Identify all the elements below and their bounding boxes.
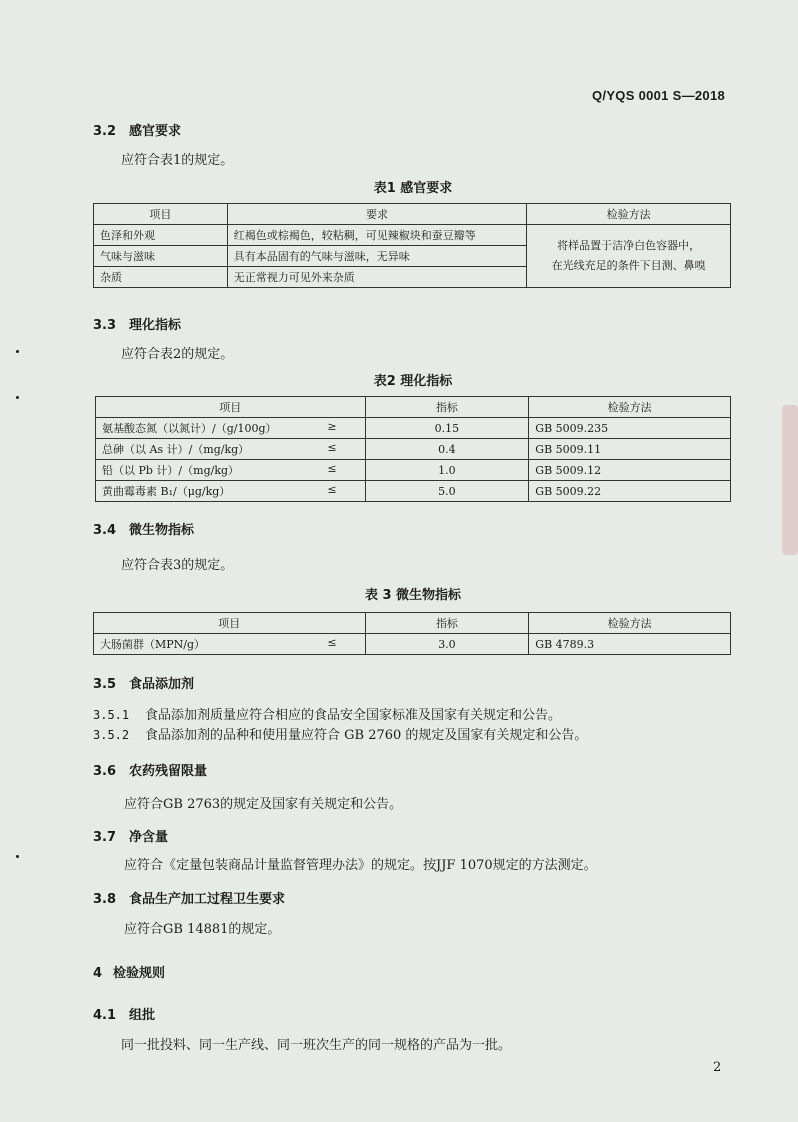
paragraph: 应符合《定量包装商品计量监督管理办法》的规定。按JJF 1070规定的方法测定。	[124, 858, 597, 873]
table-cell: GB 5009.235	[529, 418, 731, 439]
table-cell: GB 5009.11	[529, 439, 731, 460]
section-title: 农药残留限量	[129, 764, 208, 779]
section-title: 理化指标	[129, 318, 182, 333]
table-cell: 1.0	[365, 460, 529, 481]
section-heading-3-4	[93, 519, 194, 538]
section-number: 3.2	[93, 124, 117, 139]
paragraph: 应符合表3的规定。	[121, 558, 234, 573]
clause-3-5-1	[93, 704, 561, 723]
table-cell: GB 5009.12	[529, 460, 731, 481]
section-number: 3.3	[93, 318, 117, 333]
clause-text: 食品添加剂质量应符合相应的食品安全国家标准及国家有关规定和公告。	[145, 708, 562, 723]
comparison-symbol: ≤	[327, 483, 337, 496]
section-number: 4	[93, 966, 103, 981]
table-header-cell: 项目	[96, 397, 366, 418]
paragraph: 同一批投料、同一生产线、同一班次生产的同一规格的产品为一批。	[121, 1038, 512, 1053]
item-label: 大肠菌群（MPN/g）	[100, 638, 206, 651]
table-cell: 气味与滋味	[94, 246, 228, 267]
table-cell	[94, 634, 366, 655]
scan-speck	[16, 855, 19, 858]
clause-number: 3.5.1	[93, 708, 130, 722]
table-sensory	[93, 203, 731, 288]
section-heading-3-3	[93, 314, 181, 333]
section-title: 组批	[129, 1008, 156, 1023]
test-method-line: 在光线充足的条件下目测、鼻嗅	[551, 259, 706, 272]
table-caption: 表1 感官要求	[373, 181, 453, 196]
test-method-cell	[527, 225, 731, 288]
comparison-symbol: ≤	[327, 462, 337, 475]
paragraph: 应符合表2的规定。	[121, 347, 234, 362]
table-cell: GB 5009.22	[529, 481, 731, 502]
clause-number: 3.5.2	[93, 728, 130, 742]
table-cell: 红褐色或棕褐色，较粘稠，可见辣椒块和蚕豆瓣等	[227, 225, 527, 246]
section-heading-3-6	[93, 760, 207, 779]
section-title: 食品添加剂	[129, 677, 195, 692]
scan-speck	[16, 350, 19, 353]
table-row	[96, 481, 731, 502]
table-header-cell: 要求	[227, 204, 527, 225]
comparison-symbol: ≤	[327, 636, 337, 649]
section-heading-3-5	[93, 673, 194, 692]
section-number: 3.6	[93, 764, 117, 779]
scan-speck	[16, 396, 19, 399]
comparison-symbol: ≥	[327, 420, 337, 433]
clause-text: 食品添加剂的品种和使用量应符合 GB 2760 的规定及国家有关规定和公告。	[145, 728, 588, 743]
table-cell	[96, 481, 366, 502]
table-row	[96, 439, 731, 460]
table-caption: 表 3 微生物指标	[364, 588, 462, 603]
comparison-symbol: ≤	[327, 441, 337, 454]
table-header-cell: 检验方法	[529, 613, 731, 634]
table-cell: 0.15	[365, 418, 529, 439]
table-cell: 5.0	[365, 481, 529, 502]
section-heading-4-1	[93, 1004, 155, 1023]
item-label: 黄曲霉毒素 B₁/（μg/kg）	[102, 485, 231, 498]
stamp-edge-mark	[782, 405, 798, 555]
table-header-cell: 检验方法	[529, 397, 731, 418]
section-number: 3.7	[93, 830, 117, 845]
item-label: 氨基酸态氮（以氮计）/（g/100g）	[102, 422, 277, 435]
table-cell: 无正常视力可见外来杂质	[227, 267, 527, 288]
table-physicochemical	[95, 396, 731, 502]
item-label: 总砷（以 As 计）/（mg/kg）	[102, 443, 250, 456]
section-number: 3.5	[93, 677, 117, 692]
test-method-line: 将样品置于洁净白色容器中，	[557, 239, 701, 252]
section-heading-4	[93, 962, 165, 981]
table-cell: 具有本品固有的气味与滋味，无异味	[227, 246, 527, 267]
section-title: 微生物指标	[129, 523, 195, 538]
section-title: 食品生产加工过程卫生要求	[129, 892, 286, 907]
clause-3-5-2	[93, 724, 587, 743]
section-title: 感官要求	[129, 124, 182, 139]
page-number: 2	[713, 1060, 722, 1075]
table-cell	[96, 418, 366, 439]
section-heading-3-7	[93, 826, 168, 845]
table-row	[96, 460, 731, 481]
table-cell: GB 4789.3	[529, 634, 731, 655]
paragraph: 应符合GB 2763的规定及国家有关规定和公告。	[124, 797, 403, 812]
table-row	[94, 634, 731, 655]
section-number: 3.4	[93, 523, 117, 538]
section-title: 检验规则	[113, 966, 166, 981]
section-heading-3-8	[93, 888, 285, 907]
table-header-cell: 指标	[365, 397, 529, 418]
section-title: 净含量	[129, 830, 169, 845]
table-header-cell: 指标	[365, 613, 529, 634]
item-label: 铅（以 Pb 计）/（mg/kg）	[102, 464, 240, 477]
table-cell: 杂质	[94, 267, 228, 288]
table-cell: 0.4	[365, 439, 529, 460]
table-cell	[96, 439, 366, 460]
table-header-cell: 项目	[94, 613, 366, 634]
section-heading-3-2	[93, 120, 181, 139]
section-number: 4.1	[93, 1008, 117, 1023]
section-number: 3.8	[93, 892, 117, 907]
paragraph: 应符合表1的规定。	[121, 153, 234, 168]
table-header-cell: 项目	[94, 204, 228, 225]
document-number: Q/YQS 0001 S—2018	[592, 88, 726, 103]
table-caption: 表2 理化指标	[373, 374, 453, 389]
table-cell: 3.0	[365, 634, 529, 655]
table-cell: 色泽和外观	[94, 225, 228, 246]
table-header-cell: 检验方法	[527, 204, 731, 225]
table-cell	[96, 460, 366, 481]
paragraph: 应符合GB 14881的规定。	[124, 922, 281, 937]
table-row	[96, 418, 731, 439]
table-microbiological	[93, 612, 731, 655]
